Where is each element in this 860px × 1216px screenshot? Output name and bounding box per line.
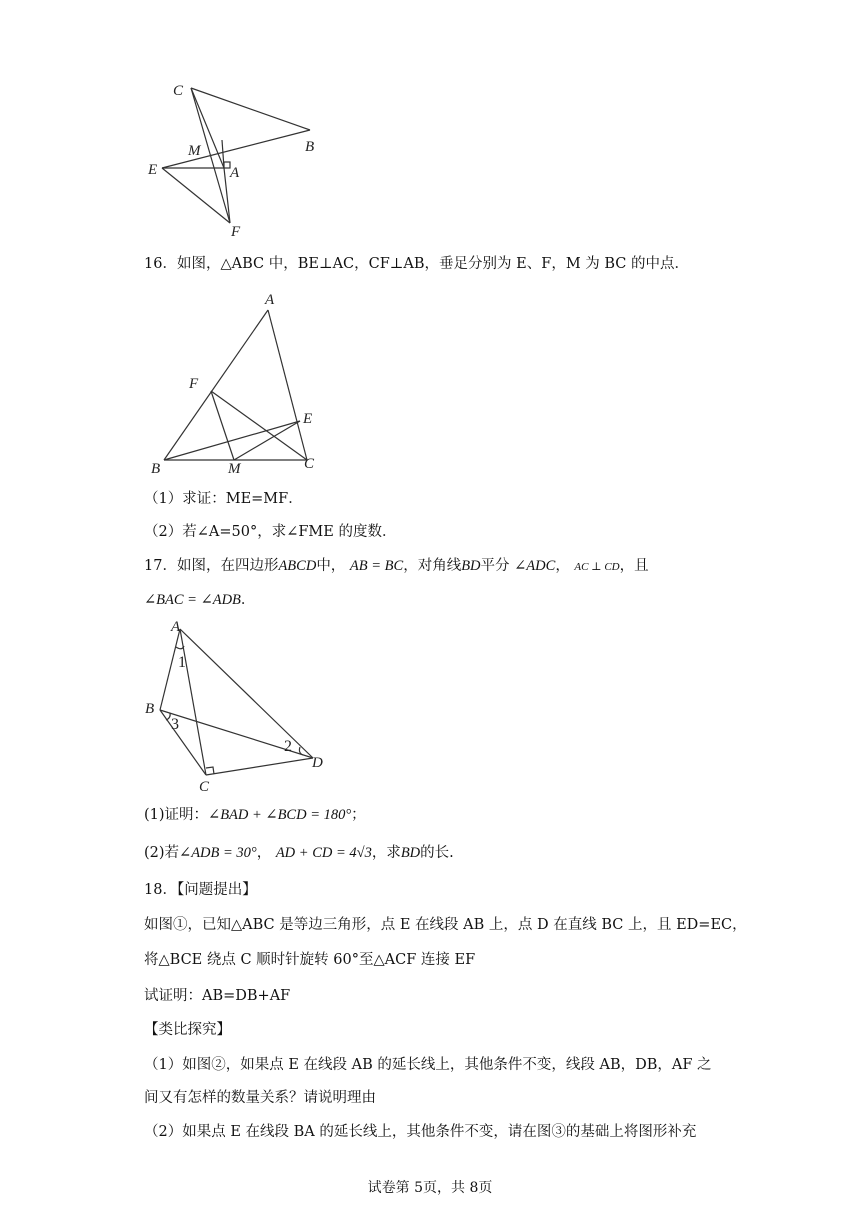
label-a: A [171,619,181,635]
label-f: F [189,376,199,392]
label-b: B [305,139,315,155]
q16-stem: 16．如图，△ABC 中，BE⊥AC，CF⊥AB，垂足分别为 E、F，M 为 BC 的中点． [144,256,690,272]
figure-q16-diagram [145,290,335,480]
label-e: E [303,411,313,427]
q18-line3: 试证明：AB=DB+AF [144,988,291,1004]
figure-q16 [145,290,335,480]
label-c: C [173,83,184,99]
q17-part2: (2)若∠ADB = 30°， AD + CD = 4√3，求BD的长. [144,845,454,861]
q17-stem-line1: 17．如图，在四边形ABCD中， AB = BC，对角线BD平分 ∠ADC， AC ⊥ CD，且 [144,558,649,574]
q18-line6: 间又有怎样的数量关系？请说明理由 [144,1090,376,1106]
label-angle-1: 1 [178,654,186,671]
label-m: M [188,143,201,159]
label-c: C [199,779,210,795]
q16-part1: （1）求证：ME=MF． [144,491,303,507]
label-b: B [151,461,161,477]
q18-heading: 18．【问题提出】 [144,882,257,898]
q18-line1: 如图①，已知△ABC 是等边三角形，点 E 在线段 AB 上，点 D 在直线 BC 上，且 ED=EC， [144,917,747,933]
label-d: D [312,755,323,771]
q18-line2: 将△BCE 绕点 C 顺时针旋转 60°至△ACF 连接 EF [144,952,476,968]
page-footer: 试卷第 5页，共 8页 [367,1180,493,1196]
q17-stem-line2: ∠BAC = ∠ADB． [144,592,256,608]
label-c: C [304,456,315,472]
label-b: B [145,701,155,717]
figure-q15-diagram [140,78,340,243]
figure-q15 [140,78,340,243]
label-a: A [230,165,240,181]
q16-part2: （2）若∠A=50°，求∠FME 的度数． [144,524,397,540]
label-a: A [265,292,275,308]
label-f: F [231,224,241,240]
figure-q17-diagram [140,615,340,800]
figure-q17 [140,615,340,800]
q18-line4: 【类比探究】 [144,1022,231,1038]
q18-line7: （2）如果点 E 在线段 BA 的延长线上，其他条件不变，请在图③的基础上将图形补充 [144,1124,697,1140]
q18-line5: （1）如图②，如果点 E 在线段 AB 的延长线上，其他条件不变，线段 AB，DB，AF 之 [144,1057,712,1073]
label-m: M [228,461,241,477]
label-angle-3: 3 [171,716,179,733]
label-e: E [148,162,158,178]
q17-part1: (1)证明：∠BAD + ∠BCD = 180°； [144,807,366,823]
label-angle-2: 2 [284,738,292,755]
